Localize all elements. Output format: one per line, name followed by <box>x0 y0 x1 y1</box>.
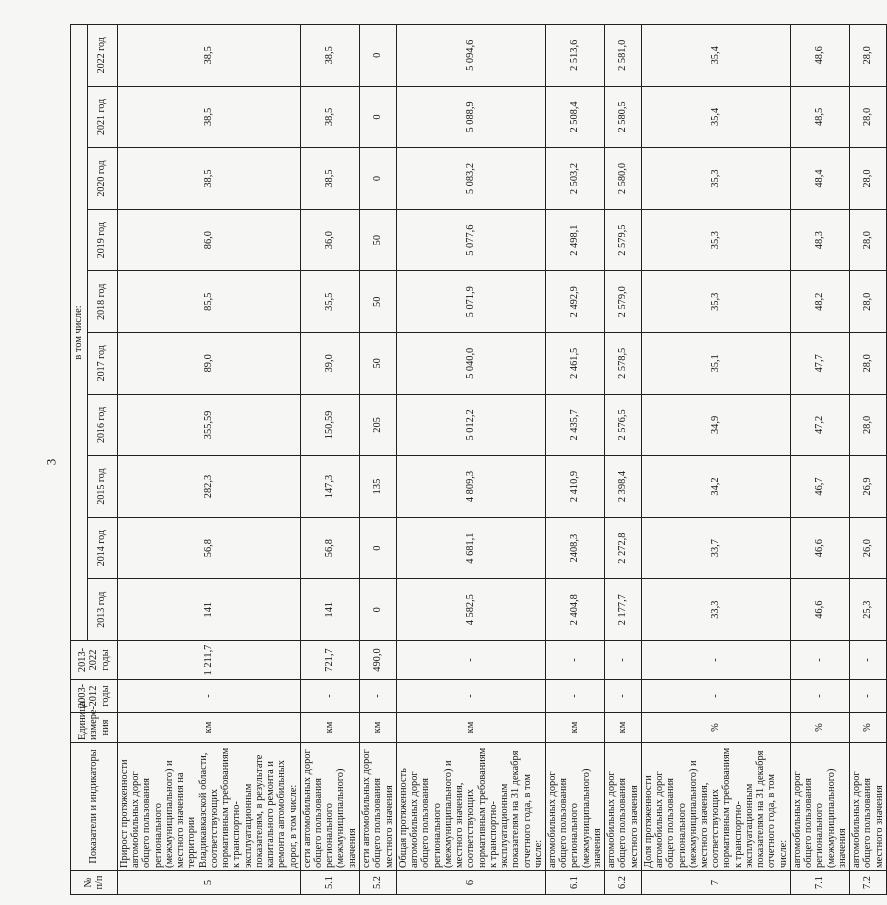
row-year-value: 205 <box>359 394 396 456</box>
row-year-value: 28,0 <box>850 333 887 395</box>
row-year-value: 35,3 <box>641 209 790 271</box>
table-row <box>605 24 642 894</box>
table-row <box>850 24 887 894</box>
row-unit: % <box>641 713 790 743</box>
row-2013-2022: 490,0 <box>359 641 396 680</box>
row-year-value: 46,6 <box>790 517 849 579</box>
row-2003-2012: - <box>545 680 604 713</box>
row-num: 6 <box>396 871 545 895</box>
row-indicator: автомобильных дорог общего пользования регионального (межмуниципального) значения <box>790 743 849 871</box>
row-year-value: 35,5 <box>300 271 359 333</box>
row-year-value: 5 012,2 <box>396 394 545 456</box>
table-row <box>300 24 359 894</box>
header-year: 2013 год <box>88 579 118 641</box>
header-year: 2016 год <box>88 394 118 456</box>
row-year-value: 86,0 <box>118 209 301 271</box>
row-year-value: 50 <box>359 271 396 333</box>
row-year-value: 35,3 <box>641 271 790 333</box>
row-year-value: 56,8 <box>118 517 301 579</box>
row-year-value: 28,0 <box>850 86 887 148</box>
row-2003-2012: - <box>641 680 790 713</box>
row-year-value: 48,3 <box>790 209 849 271</box>
row-2013-2022: - <box>850 641 887 680</box>
row-year-value: 28,0 <box>850 148 887 210</box>
row-2003-2012: - <box>359 680 396 713</box>
row-year-value: 26,0 <box>850 517 887 579</box>
table-row <box>396 24 545 894</box>
header-year: 2018 год <box>88 271 118 333</box>
row-unit: % <box>850 713 887 743</box>
row-indicator: Доля протяженности автомобильных дорог общего пользования регионального (межмуниципального) и местного значения, соответствующих нормативным требованиям к транспортно-эксплуатационным показателям на 31 декабря отчетного года, в том числе: <box>641 743 790 871</box>
row-year-value: 2 503,2 <box>545 148 604 210</box>
row-year-value: 5 083,2 <box>396 148 545 210</box>
row-2013-2022: 721,7 <box>300 641 359 680</box>
table-row <box>790 24 849 894</box>
row-year-value: 2 578,5 <box>605 333 642 395</box>
row-year-value: 38,5 <box>300 148 359 210</box>
row-year-value: 35,1 <box>641 333 790 395</box>
row-year-value: 28,0 <box>850 271 887 333</box>
row-2013-2022: - <box>641 641 790 680</box>
row-2003-2012: - <box>790 680 849 713</box>
header-year: 2021 год <box>88 86 118 148</box>
row-year-value: 56,8 <box>300 517 359 579</box>
header-unit: Единица измере-ния <box>71 713 118 743</box>
row-year-value: 85,5 <box>118 271 301 333</box>
row-year-value: 147,3 <box>300 456 359 518</box>
row-year-value: 2 492,9 <box>545 271 604 333</box>
header-year: 2014 год <box>88 517 118 579</box>
row-year-value: 2 410,9 <box>545 456 604 518</box>
row-indicator: автомобильных дорог общего пользования местного значения <box>605 743 642 871</box>
row-year-value: 47,7 <box>790 333 849 395</box>
header-indicator: Показатели и индикаторы <box>71 743 118 871</box>
row-indicator: Общая протяженность автомобильных дорог общего пользования регионального (межмуниципального) и местного значения, соответствующих нормативным требованиям к транспортно-эксплуатационным показателям на 31 декабря отчетного года, в том числе: <box>396 743 545 871</box>
row-year-value: 2 272,8 <box>605 517 642 579</box>
row-year-value: 36,0 <box>300 209 359 271</box>
row-num: 5.2 <box>359 871 396 895</box>
row-year-value: 50 <box>359 333 396 395</box>
row-year-value: 4 809,3 <box>396 456 545 518</box>
row-year-value: 47,2 <box>790 394 849 456</box>
row-year-value: 2 461,5 <box>545 333 604 395</box>
header-year: 2015 год <box>88 456 118 518</box>
row-year-value: 48,5 <box>790 86 849 148</box>
row-year-value: 355,59 <box>118 394 301 456</box>
row-num: 6.1 <box>545 871 604 895</box>
header-including: в том числе: <box>71 24 88 640</box>
row-year-value: 0 <box>359 517 396 579</box>
row-indicator: сети автомобильных дорог общего пользования местного значения <box>359 743 396 871</box>
table-row <box>545 24 604 894</box>
row-year-value: 38,5 <box>300 24 359 86</box>
indicators-table <box>70 24 887 895</box>
row-unit: км <box>118 713 301 743</box>
row-year-value: 50 <box>359 209 396 271</box>
row-year-value: 2 404,8 <box>545 579 604 641</box>
row-year-value: 35,4 <box>641 86 790 148</box>
row-year-value: 25,3 <box>850 579 887 641</box>
row-year-value: 33,3 <box>641 579 790 641</box>
row-year-value: 46,7 <box>790 456 849 518</box>
page-number: 3 <box>43 458 59 466</box>
row-year-value: 2 579,5 <box>605 209 642 271</box>
row-year-value: 0 <box>359 24 396 86</box>
row-year-value: 150,59 <box>300 394 359 456</box>
row-year-value: 35,3 <box>641 148 790 210</box>
row-year-value: 39,0 <box>300 333 359 395</box>
row-year-value: 2 579,0 <box>605 271 642 333</box>
table-row <box>359 24 396 894</box>
row-num: 6.2 <box>605 871 642 895</box>
row-indicator: Прирост протяженности автомобильных дорог общего пользования регионального (межмуниципального) и местного значения на территории Владикавказской области, соответствующих нормативным требованиям к транспортно-эксплуатационным показателям, в результате капитального ремонта и ремонта автомобильных дорог, в том числе: <box>118 743 301 871</box>
row-year-value: 38,5 <box>118 24 301 86</box>
header-year: 2017 год <box>88 333 118 395</box>
table-row <box>118 24 301 894</box>
indicators-table-wrapper <box>70 25 885 895</box>
row-year-value: 48,4 <box>790 148 849 210</box>
row-unit: % <box>790 713 849 743</box>
row-year-value: 38,5 <box>118 148 301 210</box>
row-year-value: 0 <box>359 148 396 210</box>
row-year-value: 28,0 <box>850 209 887 271</box>
row-year-value: 38,5 <box>118 86 301 148</box>
row-num: 7.1 <box>790 871 849 895</box>
row-year-value: 4 582,5 <box>396 579 545 641</box>
row-year-value: 2 508,4 <box>545 86 604 148</box>
row-num: 5.1 <box>300 871 359 895</box>
row-indicator: автомобильных дорог общего пользования местного значения <box>850 743 887 871</box>
row-indicator: автомобильных дорог общего пользования регионального (межмуниципального) значения <box>545 743 604 871</box>
row-year-value: 28,0 <box>850 24 887 86</box>
row-year-value: 46,6 <box>790 579 849 641</box>
header-year: 2019 год <box>88 209 118 271</box>
row-unit: км <box>545 713 604 743</box>
row-year-value: 35,4 <box>641 24 790 86</box>
row-year-value: 141 <box>300 579 359 641</box>
row-year-value: 2 398,4 <box>605 456 642 518</box>
row-year-value: 2 435,7 <box>545 394 604 456</box>
row-year-value: 141 <box>118 579 301 641</box>
row-2013-2022: - <box>545 641 604 680</box>
row-unit: км <box>605 713 642 743</box>
row-year-value: 89,0 <box>118 333 301 395</box>
header-year: 2020 год <box>88 148 118 210</box>
row-year-value: 2 581,0 <box>605 24 642 86</box>
row-year-value: 282,3 <box>118 456 301 518</box>
row-num: 5 <box>118 871 301 895</box>
header-2003-2012: 2003-2012 годы <box>71 680 118 713</box>
row-year-value: 34,2 <box>641 456 790 518</box>
row-2003-2012: - <box>118 680 301 713</box>
row-year-value: 2 580,5 <box>605 86 642 148</box>
row-year-value: 5 094,6 <box>396 24 545 86</box>
row-year-value: 33,7 <box>641 517 790 579</box>
row-num: 7.2 <box>850 871 887 895</box>
row-year-value: 48,6 <box>790 24 849 86</box>
row-year-value: 4 681,1 <box>396 517 545 579</box>
row-indicator: сети автомобильных дорог общего пользования регионального (межмуниципального) значения <box>300 743 359 871</box>
row-unit: км <box>359 713 396 743</box>
row-2013-2022: 1 211,7 <box>118 641 301 680</box>
row-year-value: 5 071,9 <box>396 271 545 333</box>
row-2013-2022: - <box>790 641 849 680</box>
row-year-value: 2 177,7 <box>605 579 642 641</box>
row-unit: км <box>300 713 359 743</box>
row-year-value: 2 576,5 <box>605 394 642 456</box>
row-2003-2012: - <box>396 680 545 713</box>
row-year-value: 28,0 <box>850 394 887 456</box>
row-year-value: 2 580,0 <box>605 148 642 210</box>
row-year-value: 5 077,6 <box>396 209 545 271</box>
row-year-value: 48,2 <box>790 271 849 333</box>
header-year: 2022 год <box>88 24 118 86</box>
row-year-value: 0 <box>359 86 396 148</box>
table-row <box>641 24 790 894</box>
row-2003-2012: - <box>850 680 887 713</box>
header-2013-2022: 2013-2022 годы <box>71 641 118 680</box>
row-year-value: 2 513,6 <box>545 24 604 86</box>
row-year-value: 5 088,9 <box>396 86 545 148</box>
row-2003-2012: - <box>300 680 359 713</box>
row-year-value: 0 <box>359 579 396 641</box>
row-year-value: 2 498,1 <box>545 209 604 271</box>
row-2013-2022: - <box>396 641 545 680</box>
row-year-value: 34,9 <box>641 394 790 456</box>
header-num: № п/п <box>71 871 118 895</box>
row-num: 7 <box>641 871 790 895</box>
row-year-value: 26,9 <box>850 456 887 518</box>
row-year-value: 2408,3 <box>545 517 604 579</box>
row-year-value: 5 040,0 <box>396 333 545 395</box>
row-2013-2022: - <box>605 641 642 680</box>
row-2003-2012: - <box>605 680 642 713</box>
row-unit: км <box>396 713 545 743</box>
row-year-value: 135 <box>359 456 396 518</box>
row-year-value: 38,5 <box>300 86 359 148</box>
